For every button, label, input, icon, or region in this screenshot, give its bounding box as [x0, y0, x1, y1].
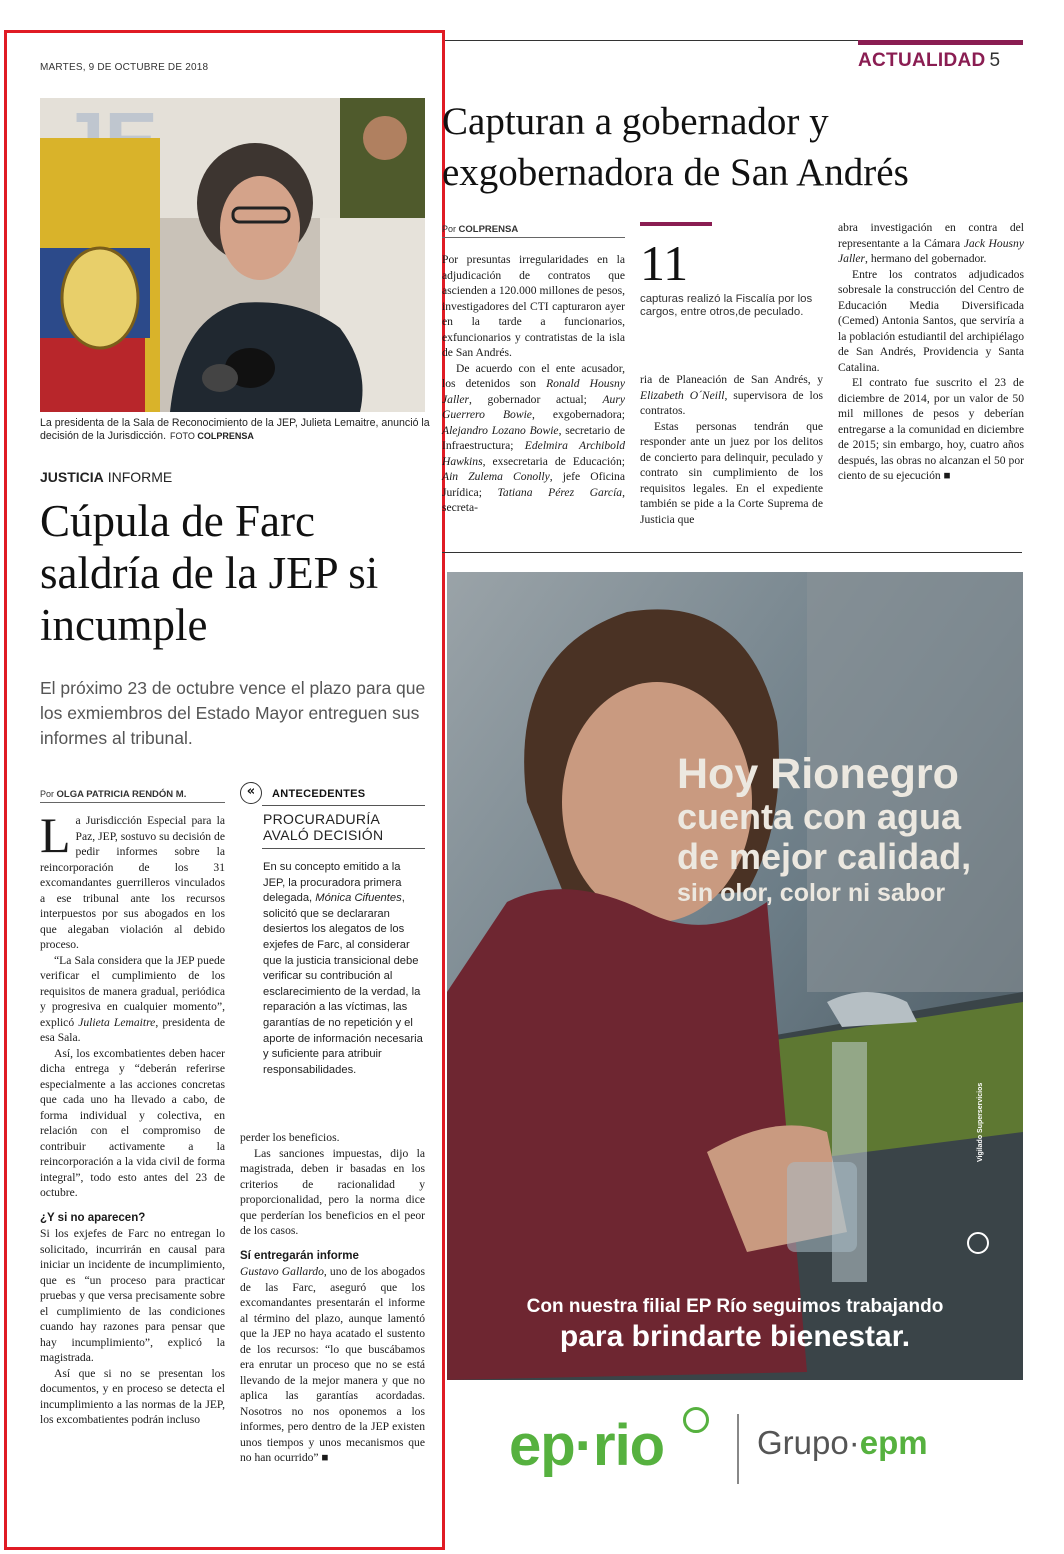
photo-illustration — [40, 98, 425, 412]
paragraph: , secreta- — [442, 485, 625, 514]
article-column-2 — [240, 1130, 425, 1466]
vigilado-label: Vigilado Superservicios — [977, 1082, 984, 1162]
sidebar-text: , solicitó que se declararan desiertos los alegatos de los exjefes de Farc, al considerar que la justicia transicional debe verificar su contribución al esclarecimiento de la verdad, la reparación a las víctimas, las garantías de no repetición y el aporte de información necesaria y suficiente para atribuir responsabilidades. — [263, 892, 423, 1076]
paragraph: , secretario de Infraestructura; — [442, 423, 625, 452]
byline-author: COLPRENSA — [458, 224, 519, 235]
grupo-label: Grupo· — [757, 1424, 860, 1461]
person-name: Julieta Lemaitre — [78, 1015, 156, 1029]
paragraph: abra investigación en contra del representante a la Cámara — [838, 221, 1024, 250]
person-name: Gustavo Gallardo — [240, 1265, 324, 1278]
person-name: Ronald Housny Jaller — [442, 377, 625, 406]
section-title: ACTUALIDAD — [858, 50, 986, 71]
ad-slogan-line-2: para brindarte bienestar. — [559, 1320, 911, 1353]
paragraph: Las sanciones impuestas, dijo la magistrada, deben ir basadas en los criterios de racionalidad y proporcionalidad, pero la norma dice que perderían los beneficios en el peor de los casos. — [240, 1146, 425, 1237]
person-name: Ain Zulema Conolly — [442, 470, 550, 483]
superservicios-icon — [967, 1232, 989, 1254]
end-mark: ■ — [321, 1451, 329, 1464]
issue-date: MARTES, 9 DE OCTUBRE DE 2018 — [40, 62, 209, 73]
ad-slogan-line-1: Con nuestra filial EP Río seguimos trabajando — [526, 1296, 944, 1317]
byline-prefix: Por — [40, 789, 55, 799]
logo-divider — [737, 1414, 739, 1484]
caption-text: La presidenta de la Sala de Reconocimiento de la JEP, Julieta Lemaitre, anunció la decisión de la Jurisdicción. — [40, 417, 430, 442]
person-name: Elizabeth O´Neill — [640, 388, 725, 402]
paragraph: , presidenta de esa Sala. — [40, 1015, 226, 1044]
paragraph: Si los exjefes de Farc no entregan lo solicitado, incurrirán en causal para iniciar un incidente de incumplimiento, que es “un proceso para practicar pruebas y que versa precisamente sobre el cumplimiento de las condiciones cuando hay razones para pensar que hay incumplimiento”, explicó la magistrada. — [40, 1227, 225, 1364]
sidebar-rule — [262, 805, 425, 806]
page-number: 5 — [989, 50, 1001, 71]
photo-credit — [170, 431, 254, 441]
person-name: Edelmira Archibold Hawkins — [442, 439, 625, 468]
kicker-rest: INFORME — [107, 469, 173, 485]
photo-caption — [40, 417, 430, 443]
person-name: Aury Guerrero Bowie — [442, 392, 625, 421]
grupo-epm-logo — [757, 1424, 928, 1462]
epm-label: epm — [859, 1424, 928, 1461]
right-column-1 — [442, 252, 625, 516]
paragraph: , supervisora de los contratos. — [640, 388, 824, 417]
byline-prefix: Por — [442, 224, 457, 234]
ad-headline-line-4: sin olor, color ni sabor — [677, 879, 946, 907]
photo-credit-name: COLPRENSA — [197, 431, 254, 441]
paragraph: Por presuntas irregularidades en la adjudicación de contratos que ascienden a 120.000 millones de pesos, investigadores del CTI capturaron ayer en la tarde a funcionarios, exfuncionarios y contratistas de la isla de San Andrés. — [442, 253, 625, 359]
sidebar-text: En su concepto emitido a la JEP, la procuradora primera delegada, — [263, 861, 402, 905]
paragraph: De acuerdo con el ente acusador, los detenidos son — [442, 361, 625, 390]
secondary-headline: Capturan a gobernador y exgobernadora de San Andrés — [442, 100, 909, 194]
end-mark: ■ — [943, 469, 951, 482]
drop-cap: L — [40, 807, 71, 863]
paragraph: El contrato fue suscrito el 23 de diciembre de 2014, por un valor de 50 mil millones de pesos y deberían entregarse a la comunidad en diciembre de 2015; sin embargo, hoy, cuatro años después, las obras no alcanzan el 50 por ciento de su ejecución — [838, 376, 1024, 482]
article-photo — [40, 98, 425, 412]
paragraph: Así que si no se presentan los documentos, y en proceso se detecta el incumplimiento a las normas de la JEP, los excombatientes podrán incluso — [40, 1366, 225, 1426]
paragraph: a Jurisdicción Especial para la Paz, JEP, sostuvo su decisión de pedir informes sobre la reincorporación de los 31 excomandantes guerrilleros vinculados a ese tribunal ante los recursos interpuestos por sus abogados en los que alegaban violación al debido proceso. — [40, 814, 225, 951]
ad-headline-line-2: cuenta con agua — [677, 796, 962, 837]
byline-author: OLGA PATRICIA RENDÓN M. — [56, 789, 187, 800]
paragraph: Entre los contratos adjudicados sobresale la construcción del Centro de Educación Media Diversificada (Cemed) Antonia Santos, que serviría a la población estudiantil del archipiélago de San Andrés, Providencia y Santa Catalina. — [838, 267, 1024, 374]
article-kicker — [40, 469, 172, 485]
section-accent-bar — [858, 40, 1023, 45]
person-name: Tatiana Pérez García — [497, 485, 623, 499]
ad-photo — [447, 572, 1023, 1380]
byline — [442, 224, 518, 235]
paragraph: Así, los excombatientes deben hacer dicha entrega y “deberán referirse especialmente a las acciones concretas que cada uno ha llevado a cabo, de forma individual y colectiva, en relación con el compromiso de contribuir activamente a la reincorporación a la vida civil de forma integral”, todo esto antes del 23 de octubre. — [40, 1046, 225, 1199]
paragraph: perder los beneficios. — [240, 1131, 340, 1144]
sidebar-body — [263, 860, 425, 1078]
paragraph: , hermano del gobernador. — [865, 252, 987, 265]
byline-rule — [442, 237, 625, 238]
paragraph: Estas personas tendrán que responder ante un juez por los delitos de concierto para delinquir, peculado y contrato sin cumplimiento de los requisitos legales. En el expediente también se pide a la Corte Suprema de Justicia que — [640, 419, 823, 526]
antecedentes-icon: « — [240, 782, 262, 804]
paragraph: “La Sala considera que la JEP puede verificar el cumplimiento de los requisitos de manera gradual, periódica y progresiva en cualquier momento”, explicó — [40, 953, 225, 1029]
article-deck: El próximo 23 de octubre vence el plazo para que los exmiembros del Estado Mayor entreguen sus informes al tribunal. — [40, 678, 426, 748]
eprio-logo-mark-icon — [683, 1407, 709, 1433]
photo-credit-prefix: FOTO — [170, 431, 195, 441]
main-headline: Cúpula de Farc saldría de la JEP si incumple — [40, 496, 379, 650]
byline — [40, 789, 186, 800]
ad-headline-line-1: Hoy Rionegro — [677, 750, 959, 798]
sidebar-rule — [262, 848, 425, 849]
eprio-logo: ep·rio — [509, 1413, 665, 1478]
ad-headline-line-3: de mejor calidad, — [677, 836, 972, 877]
paragraph: ria de Planeación de San Andrés, y — [640, 373, 823, 386]
article-column-1 — [40, 807, 226, 1428]
sidebar-title: PROCURADURÍA AVALÓ DECISIÓN — [263, 811, 384, 843]
paragraph: , uno de los abogados de las Farc, aseguró que los excomandantes presentarán el informe al término del plazo, aunque lamentó que la JEP no haya acatado el sustento de los recursos: “lo que buscábamos era enrutar un proceso que no se está llevando de la mejor manera y que no aplica las garantías acordadas. Nosotros no nos oponemos a los informes, pero dentro de la JEP existen unos tiempos y unos mecanismos que no han ocurrido” — [240, 1265, 425, 1464]
factbox-number: 11 — [640, 235, 689, 291]
antecedentes-label: ANTECEDENTES — [272, 788, 366, 800]
subheading: ¿Y si no aparecen? — [40, 1211, 146, 1224]
paragraph: , gobernador actual; — [469, 392, 587, 406]
subheading: Sí entregarán informe — [240, 1249, 359, 1262]
byline-rule — [40, 802, 225, 803]
paragraph: , exgobernadora; — [531, 408, 625, 421]
right-column-3 — [838, 220, 1024, 484]
factbox-text: capturas realizó la Fiscalía por los cargos, entre otros,de peculado. — [640, 293, 813, 318]
person-name: Alejandro Lozano Bowie — [442, 423, 559, 437]
advertisement[interactable] — [447, 572, 1023, 1512]
paragraph: , jefe Oficina Jurídica; — [442, 470, 625, 499]
right-column-2 — [640, 372, 823, 527]
person-name: Jack Housny Jaller — [838, 236, 1024, 265]
factbox-accent-bar — [640, 222, 712, 226]
section-header — [858, 50, 1000, 72]
paragraph: , exsecretaria de Educación; — [482, 454, 625, 468]
article-bottom-rule — [442, 552, 1022, 553]
kicker-bold: JUSTICIA — [40, 469, 104, 485]
person-name: Mónica Cifuentes — [315, 892, 402, 905]
